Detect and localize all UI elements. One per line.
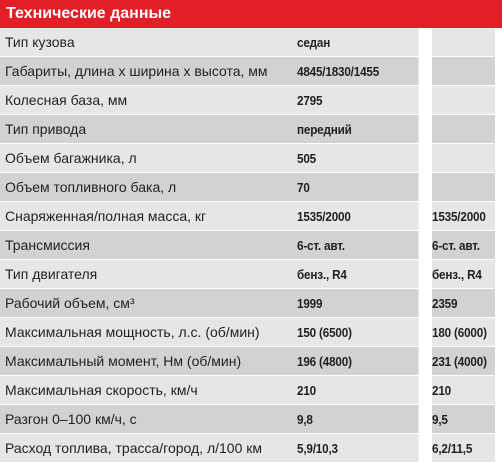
row-label: Максимальная скорость, км/ч bbox=[0, 376, 297, 405]
row-value-1: 5,9/10,3 bbox=[297, 434, 419, 463]
row-value-1: седан bbox=[297, 28, 419, 57]
row-value-1: 196 (4800) bbox=[297, 347, 419, 376]
row-label: Трансмиссия bbox=[0, 231, 297, 260]
row-value-2 bbox=[432, 144, 495, 173]
row-value-1: 150 (6500) bbox=[297, 318, 419, 347]
row-label: Объем багажника, л bbox=[0, 144, 297, 173]
row-value-1: 505 bbox=[297, 144, 419, 173]
row-value-2: 210 bbox=[432, 376, 495, 405]
row-value-2: бенз., R4 bbox=[432, 260, 495, 289]
table-row bbox=[0, 28, 502, 57]
table-row bbox=[0, 289, 502, 318]
row-value-1: передний bbox=[297, 115, 419, 144]
row-label: Габариты, длина х ширина х высота, мм bbox=[0, 57, 297, 86]
row-value-2: 6,2/11,5 bbox=[432, 434, 495, 463]
row-value-1: 210 bbox=[297, 376, 419, 405]
row-label: Снаряженная/полная масса, кг bbox=[0, 202, 297, 231]
row-value-1: бенз., R4 bbox=[297, 260, 419, 289]
row-value-1: 1535/2000 bbox=[297, 202, 419, 231]
spec-table bbox=[0, 28, 502, 463]
table-row bbox=[0, 347, 502, 376]
row-value-2 bbox=[432, 173, 495, 202]
row-value-2: 1535/2000 bbox=[432, 202, 495, 231]
row-value-2: 2359 bbox=[432, 289, 495, 318]
table-row bbox=[0, 318, 502, 347]
row-value-2: 6-ст. авт. bbox=[432, 231, 495, 260]
row-label: Разгон 0–100 км/ч, с bbox=[0, 405, 297, 434]
row-value-1: 2795 bbox=[297, 86, 419, 115]
table-row bbox=[0, 173, 502, 202]
row-label: Колесная база, мм bbox=[0, 86, 297, 115]
table-row bbox=[0, 57, 502, 86]
table-row bbox=[0, 144, 502, 173]
row-label: Тип кузова bbox=[0, 28, 297, 57]
table-row bbox=[0, 202, 502, 231]
spec-title: Технические данные bbox=[0, 0, 502, 28]
row-value-1: 6-ст. авт. bbox=[297, 231, 419, 260]
table-row bbox=[0, 260, 502, 289]
row-label: Объем топливного бака, л bbox=[0, 173, 297, 202]
row-value-2 bbox=[432, 115, 495, 144]
table-row bbox=[0, 231, 502, 260]
row-value-2 bbox=[432, 86, 495, 115]
table-row bbox=[0, 115, 502, 144]
table-row bbox=[0, 376, 502, 405]
row-value-1: 9,8 bbox=[297, 405, 419, 434]
row-value-2: 231 (4000) bbox=[432, 347, 495, 376]
row-label: Максимальный момент, Нм (об/мин) bbox=[0, 347, 297, 376]
row-label: Рабочий объем, см³ bbox=[0, 289, 297, 318]
row-value-1: 70 bbox=[297, 173, 419, 202]
row-label: Максимальная мощность, л.с. (об/мин) bbox=[0, 318, 297, 347]
row-value-2 bbox=[432, 28, 495, 57]
row-label: Расход топлива, трасса/город, л/100 км bbox=[0, 434, 297, 463]
row-label: Тип привода bbox=[0, 115, 297, 144]
row-value-1: 4845/1830/1455 bbox=[297, 57, 419, 86]
table-row bbox=[0, 405, 502, 434]
row-value-2: 9,5 bbox=[432, 405, 495, 434]
row-value-1: 1999 bbox=[297, 289, 419, 318]
table-row bbox=[0, 434, 502, 463]
table-row bbox=[0, 86, 502, 115]
row-label: Тип двигателя bbox=[0, 260, 297, 289]
row-value-2: 180 (6000) bbox=[432, 318, 495, 347]
row-value-2 bbox=[432, 57, 495, 86]
